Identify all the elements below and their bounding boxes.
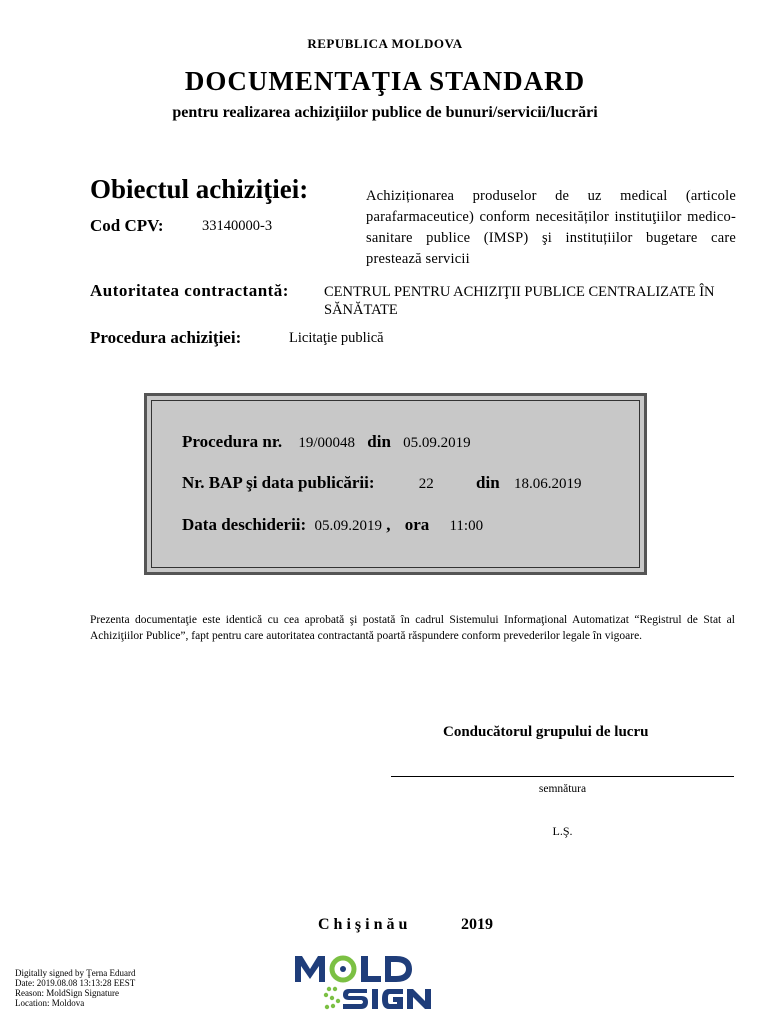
procedure-number-label: Procedura nr. (182, 432, 283, 451)
procedure-info-box (144, 393, 647, 575)
object-description: Achiziționarea produselor de uz medical (articole parafarmaceutice) conform necesităților instituţiilor medico-sanitare publice (IMSP) şi instituțiilor bugetare care prestează servicii (366, 188, 736, 267)
bap-date: 18.06.2019 (513, 476, 582, 492)
footer-city: Chişinău (318, 916, 412, 933)
bap-din-label: din (476, 473, 500, 492)
procedure-din-label: din (367, 432, 391, 451)
document-title: DOCUMENTAŢIA STANDARD (184, 66, 586, 96)
document-subtitle: pentru realizarea achiziţiilor publice de bunuri/servicii/lucrări (172, 104, 598, 121)
procedure-date: 05.09.2019 (403, 435, 471, 451)
opening-date: 05.09.2019 (314, 518, 382, 534)
signature-line-3: Reason: MoldSign Signature (15, 988, 119, 998)
signature-line-2: Date: 2019.08.08 13:13:28 EEST (15, 978, 136, 988)
notice-paragraph: Prezenta documentaţie este identică cu cea aprobată şi postată în cadrul Sistemului Informaţional Automatizat “Registrul de Stat al Achiziţiilor Publice”, fapt pentru care autoritatea contractantă poartă răspundere conform prevederilor legale în vigoare. (90, 614, 735, 642)
opening-time: 11:00 (449, 518, 484, 534)
moldsign-logo-graphic (293, 952, 438, 1014)
moldsign-logo (293, 952, 438, 1019)
cpv-label: Cod CPV: (90, 216, 164, 235)
object-label: Obiectul achiziţiei: (90, 174, 309, 204)
bap-number: 22 (418, 476, 434, 492)
country-heading: REPUBLICA MOLDOVA (307, 36, 463, 51)
opening-ora-label: ora (404, 515, 430, 534)
signature-line-4: Location: Moldova (15, 998, 85, 1008)
cpv-value: 33140000-3 (202, 218, 273, 234)
opening-row (182, 515, 483, 535)
authority-value: CENTRUL PENTRU ACHIZIŢII PUBLICE CENTRALIZATE ÎN SĂNĂTATE (324, 284, 715, 318)
signature-line-1: Digitally signed by Ţerna Eduard (15, 968, 136, 978)
procedure-value: Licitaţie publică (289, 330, 384, 346)
opening-comma: , (386, 515, 391, 534)
authority-label: Autoritatea contractantă: (90, 281, 289, 300)
footer-year: 2019 (461, 916, 493, 933)
digital-signature-info (15, 968, 135, 1008)
procedure-number-row (182, 432, 471, 452)
signature-caption: semnătura (538, 783, 587, 795)
procedure-label: Procedura achiziţiei: (90, 328, 242, 347)
procedure-number-value: 19/00048 (298, 435, 356, 451)
leader-title: Conducătorul grupului de lucru (443, 724, 649, 740)
bap-label: Nr. BAP şi data publicării: (182, 473, 375, 492)
signature-line (391, 776, 734, 777)
opening-label: Data deschiderii: (182, 515, 307, 534)
bap-row (182, 473, 581, 493)
stamp-placeholder: L.Ş. (552, 824, 573, 838)
